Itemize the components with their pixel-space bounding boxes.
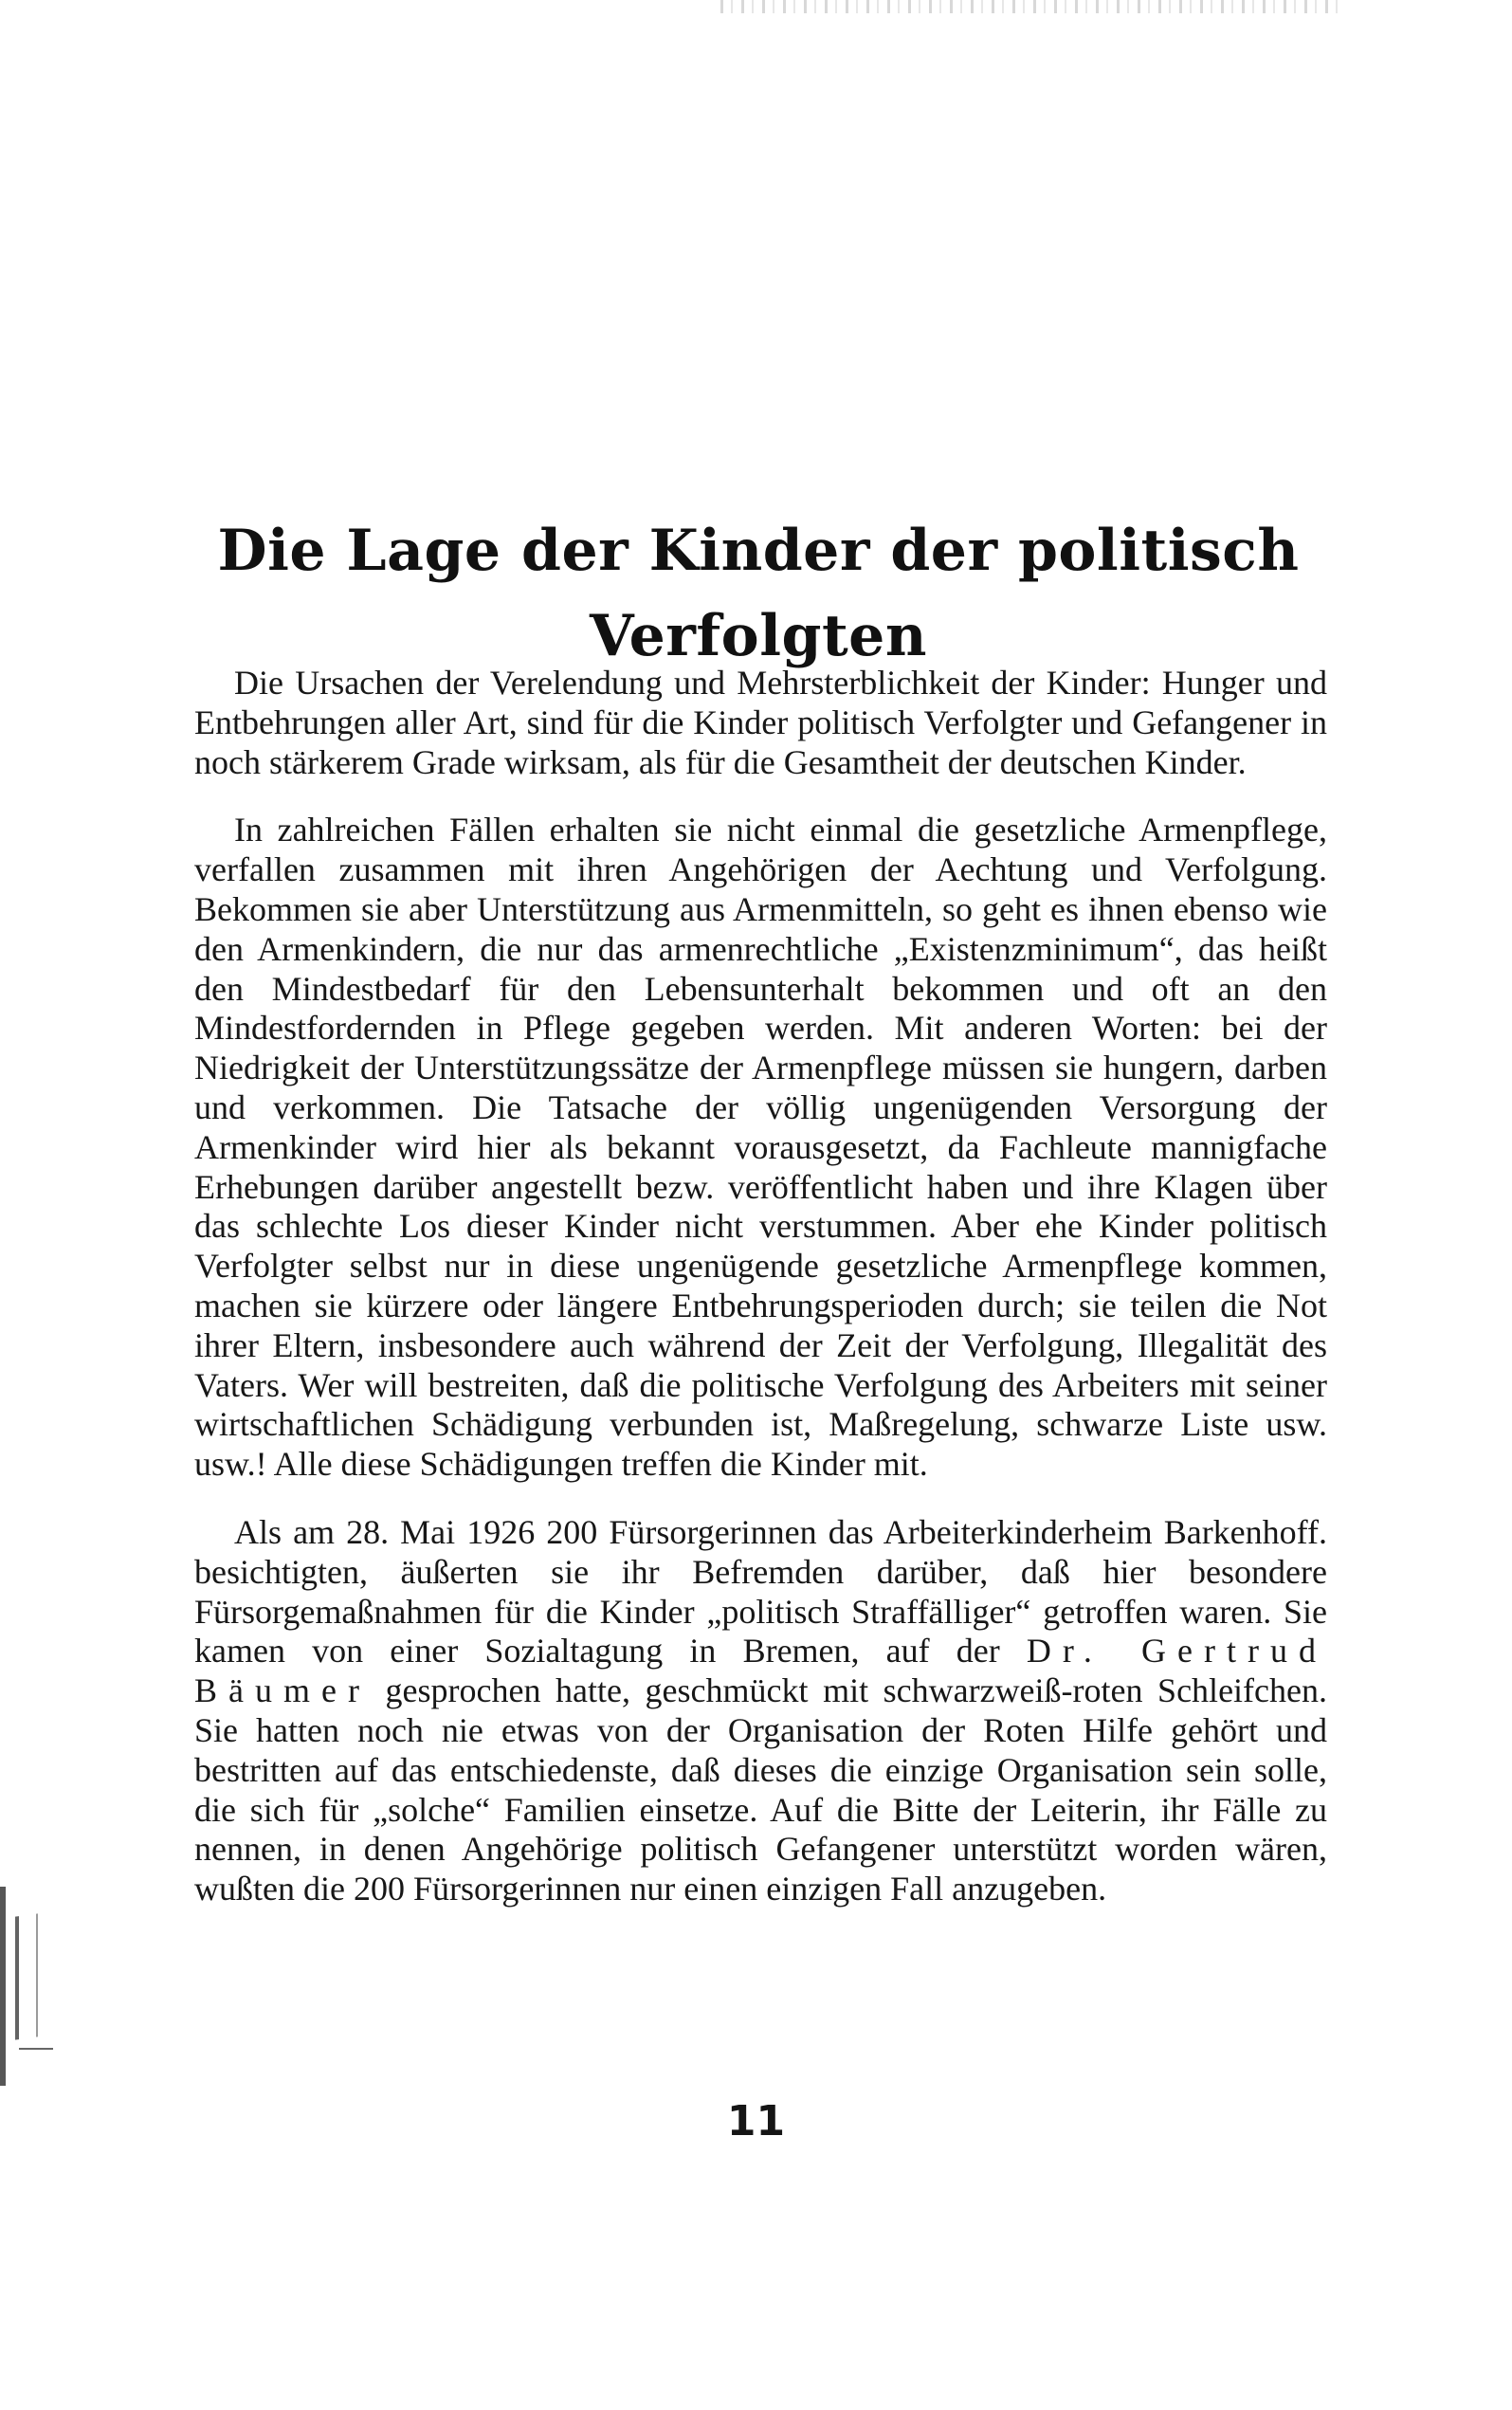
paragraph-3-before-name: Als am 28. Mai 1926 200 Fürsorgerinnen das Arbeiterkinderheim Barkenhoff. besichtigten, äußerten sie ihr Befremden darüber, daß hier besondere Fürsorgemaßnahmen für die Kinder „politisch Straffälliger“ getroffen waren. Sie kamen von einer Sozialtagung in Bremen, auf der (194, 1512, 1327, 1671)
paragraph-3-after-name: gesprochen hatte, geschmückt mit schwarzweiß-roten Schleifchen. Sie hatten noch nie etwas von der Organisation der Roten Hilfe gehört und bestritten auf das entschiedenste, daß dieses die einzige Organisation sein solle, die sich für „solche“ Familien einsetze. Auf die Bitte der Leiterin, ihr Fälle zu nennen, in denen Angehörige politisch Gefangener unterstützt worden wären, wußten die 200 Fürsorgerinnen nur einen einzigen Fall anzugeben. (194, 1671, 1327, 1908)
paragraph-1: Die Ursachen der Verelendung und Mehrsterblichkeit der Kinder: Hunger und Entbehrungen aller Art, sind für die Kinder politisch Verfolgter und Gefangener in noch stärkerem Grade wirksam, als für die Gesamtheit der deutschen Kinder. (194, 664, 1327, 781)
title-line-1: Die Lage der Kinder der politisch (217, 518, 1300, 585)
spaced-name: Dr. Gertrud Bäumer (194, 1632, 1327, 1710)
page-number: 11 (726, 2097, 786, 2145)
title-line-2: Verfolgten (590, 603, 927, 670)
scan-noise-top (720, 0, 1346, 13)
page-title (190, 508, 1327, 679)
paragraph-2: In zahlreichen Fällen erhalten sie nicht einmal die gesetzliche Armenpflege, verfallen zusammen mit ihren Angehörigen der Aechtung und Verfolgung. Bekommen sie aber Unterstützung aus Armenmitteln, so geht es ihnen ebenso wie den Armenkindern, die nur das armenrechtliche „Existenzminimum“, das heißt den Mindestbedarf für den Lebensunterhalt bekommen und oft an den Mindestfordernden in Pflege gegeben werden. Mit anderen Worten: bei der Niedrigkeit der Unterstützungssätze der Armenpflege müssen sie hungern, darben und verkommen. Die Tatsache der völlig ungenügenden Versorgung der Armenkinder wird hier als bekannt vorausgesetzt, da Fachleute mannigfache Erhebungen darüber angestellt bezw. veröffentlicht haben und ihre Klagen über das schlechte Los dieser Kinder nicht verstummen. Aber ehe Kinder politisch Verfolgter selbst nur in diese ungenügende gesetzliche Armenpflege kommen, machen sie kürzere oder längere Entbehrungsperioden durch; sie teilen die Not ihrer Eltern, insbesondere auch während der Zeit der Verfolgung, Illegalität des Vaters. Wer will bestreiten, daß die politische Verfolgung des Arbeiters mit seiner wirtschaftlichen Schädigung verbunden ist, Maßregelung, schwarze Liste usw. usw.! Alle diese Schädigungen treffen die Kinder mit. (194, 811, 1327, 1484)
document-body (194, 664, 1327, 1938)
paragraph-3 (194, 1513, 1327, 1909)
scan-noise-left-margin (0, 1887, 61, 2086)
